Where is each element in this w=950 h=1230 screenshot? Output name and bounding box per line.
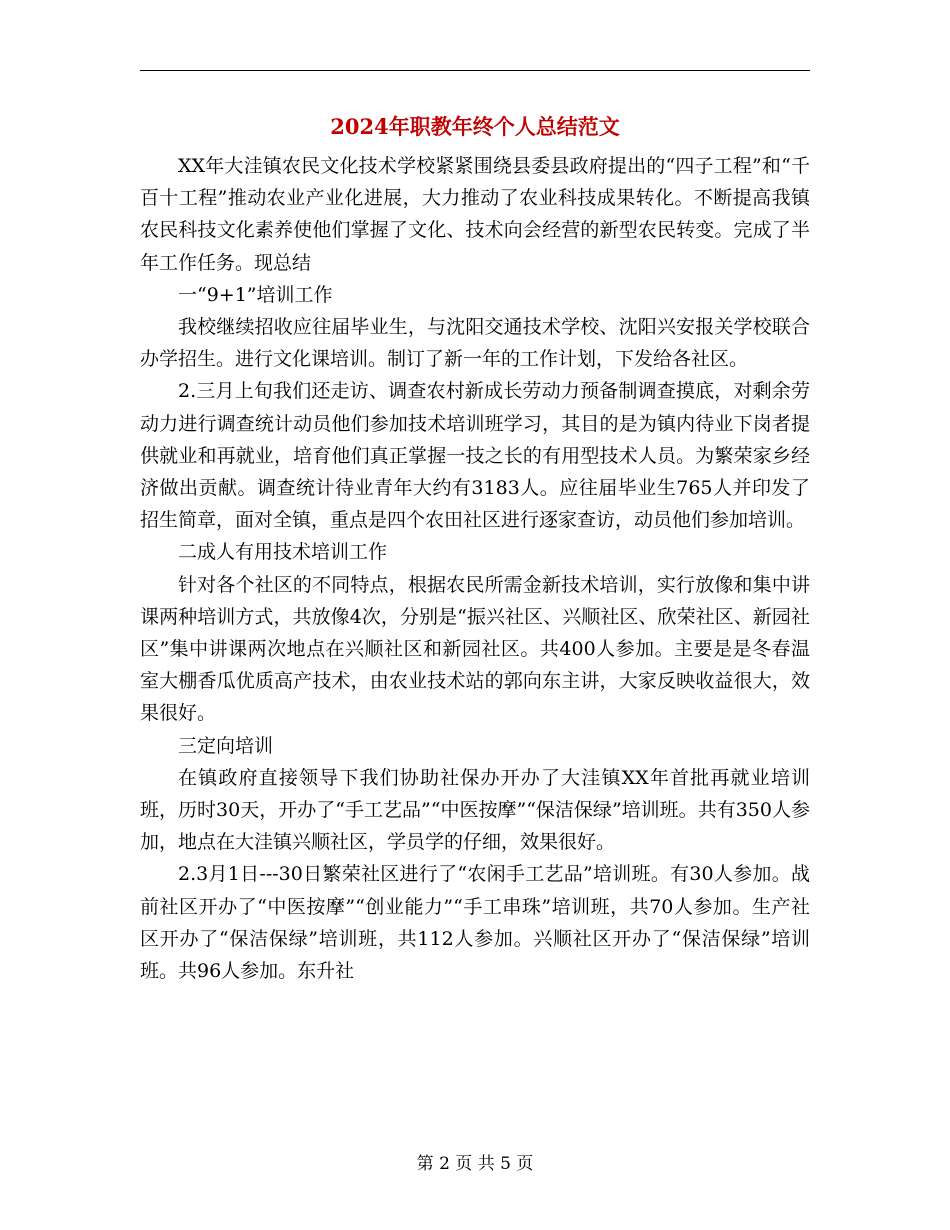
paragraph: 在镇政府直接领导下我们协助社保办开办了大洼镇XX年首批再就业培训班，历时30天，开办了“手工艺品”“中医按摩”“保洁保绿”培训班。共有350人参加，地点在大洼镇兴顺社区，学员学的仔细，效果很好。 [140,766,810,854]
paragraph: 2.三月上旬我们还走访、调查农村新成长劳动力预备制调查摸底，对剩余劳动力进行调查统计动员他们参加技术培训班学习，其目的是为镇内待业下岗者提供就业和再就业，培育他们真正掌握一技之长的有用型技术人员。为繁荣家乡经济做出贡献。调查统计待业青年大约有3183人。应往届毕业生765人并印发了招生简章，面对全镇，重点是四个农田社区进行逐家查访，动员他们参加培训。 [140,380,810,532]
section-heading-1: 一“9+1”培训工作 [178,283,333,306]
section-heading-2: 二成人有用技术培训工作 [178,541,388,564]
paragraph: 针对各个社区的不同特点，根据农民所需金新技术培训，实行放像和集中讲课两种培训方式，共放像4次，分别是“振兴社区、兴顺社区、欣荣社区、新园社区”集中讲课两次地点在兴顺社区和新园社区。共400人参加。主要是是冬春温室大棚香瓜优质高产技术，由农业技术站的郭向东主讲，大家反映收益很大，效果很好。 [140,573,810,725]
paragraph: 2.3月1日---30日繁荣社区进行了“农闲手工艺品”培训班。有30人参加。战前社区开办了“中医按摩”“创业能力”“手工串珠”培训班，共70人参加。生产社区开办了“保洁保绿”培训班，共112人参加。兴顺社区开办了“保洁保绿”培训班。共96人参加。东升社 [140,863,810,983]
paragraph: 我校继续招收应往届毕业生，与沈阳交通技术学校、沈阳兴安报关学校联合办学招生。进行文化课培训。制订了新一年的工作计划，下发给各社区。 [140,316,810,371]
header-rule [140,70,810,71]
document-title: 2024年职教年终个人总结范文 [330,114,620,139]
section-heading-3: 三定向培训 [178,734,274,757]
document-body [140,150,810,987]
page-number-footer: 第 2 页 共 5 页 [416,1154,534,1174]
paragraph-intro: XX年大洼镇农民文化技术学校紧紧围绕县委县政府提出的“四子工程”和“千百十工程”推动农业产业化进展，大力推动了农业科技成果转化。不断提高我镇农民科技文化素养使他们掌握了文化、技术向会经营的新型农民转变。完成了半年工作任务。现总结 [140,155,810,274]
